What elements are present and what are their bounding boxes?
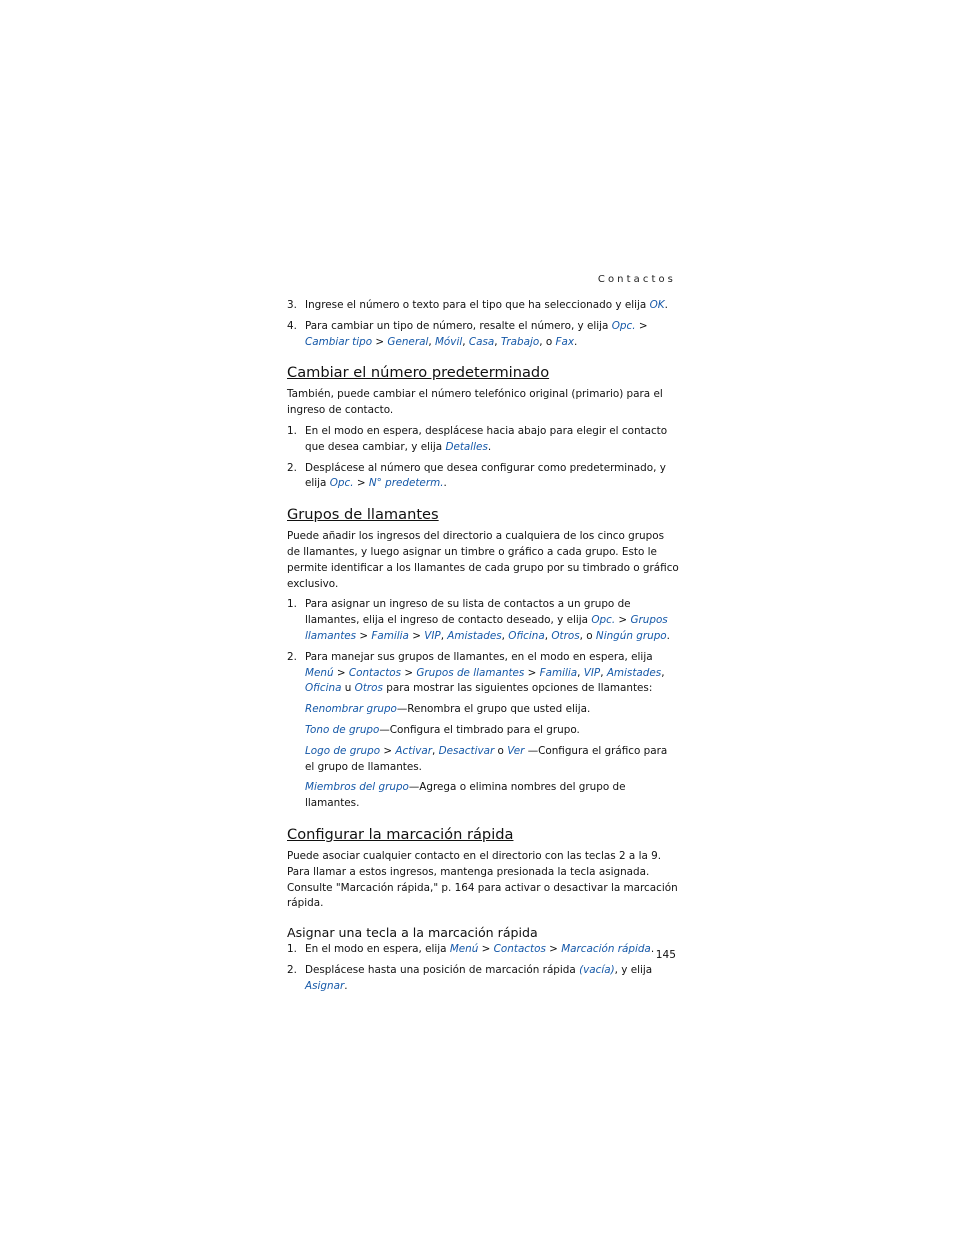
list-item: 1. En el modo en espera, elija Menú > Contactos > Marcación rápida. [287,943,655,956]
menu-term: Tono de grupo [305,723,380,736]
menu-term: VIP [424,629,441,642]
menu-term: OK [649,299,665,311]
menu-term: Oficina [305,682,342,695]
menu-term: N° predeterm. [368,477,444,490]
option-description: Logo de grupo > Activar, Desactivar o Ver —Configura el gráfico para el grupo de llamantes. [305,744,668,773]
option-description: Tono de grupo—Configura el timbrado para el grupo. [305,723,580,736]
menu-term: Desactivar [438,744,495,757]
menu-term: Asignar [305,979,345,992]
menu-term: (vacía) [579,963,615,976]
menu-term: Casa [468,335,495,348]
menu-term: Otros [354,682,383,695]
list-item: 2. Desplácese al número que desea configurar como predeterminado, y elija Opc. > N° predeterm.. [287,461,666,490]
menu-term: Grupos llamantes [305,614,668,642]
section-intro: También, puede cambiar el número telefónico original (primario) para el ingreso de contacto. [287,388,663,417]
section-heading-speed-dial: Configurar la marcación rápida [287,825,514,843]
menu-term: Familia [539,666,578,679]
option-description: Miembros del grupo—Agrega o elimina nombres del grupo de llamantes. [305,781,626,810]
section-heading-caller-groups: Grupos de llamantes [287,506,439,524]
menu-term: Opc. [611,319,636,332]
list-item: 3. Ingrese el número o texto para el tipo que ha seleccionado y elija OK. [287,299,668,311]
list-item: 1. Para asignar un ingreso de su lista de contactos a un grupo de llamantes, elija el ingreso de contacto deseado, y elija Opc. > Grupos llamantes > Familia > VIP, Amistades, Oficina, Otros, o Ningún grupo. [287,598,670,642]
menu-term: Familia [371,629,409,642]
menu-term: Cambiar tipo [305,335,373,348]
page-content [287,298,679,1000]
menu-term: Contactos [493,943,546,956]
menu-term: Fax [555,335,575,348]
menu-term: Grupos de llamantes [416,666,525,679]
section-intro: Puede asociar cualquier contacto en el directorio con las teclas 2 a la 9. Para llamar a estos ingresos, mantenga presionada la tecla asignada. Consulte "Marcación rápida," p. 164 para activar o desactivar la marcación rápida. [287,849,678,910]
menu-term: Renombrar grupo [305,703,397,716]
menu-term: Móvil [434,335,463,348]
section-intro: Puede añadir los ingresos del directorio a cualquiera de los cinco grupos de llamantes, y luego asignar un timbre o gráfico a cada grupo. Esto le permite identificar a los llamantes de cada grupo por su timbrado o gráfico exclusivo. [287,530,679,590]
list-item: 1. En el modo en espera, desplácese hacia abajo para elegir el contacto que desea cambiar, y elija Detalles. [287,424,668,453]
menu-term: Marcación rápida [561,943,651,956]
menu-term: General [387,335,429,348]
menu-term: Trabajo [500,335,540,348]
list-item: 4. Para cambiar un tipo de número, resalte el número, y elija Opc. > Cambiar tipo > General, Móvil, Casa, Trabajo, o Fax. [287,319,648,348]
menu-term: Activar [395,744,432,757]
subsection-heading-assign-key: Asignar una tecla a la marcación rápida [287,925,538,941]
running-header: Contactos [597,274,676,285]
menu-term: Oficina [508,629,545,642]
menu-term: Contactos [348,666,402,679]
menu-term: Miembros del grupo [305,781,409,794]
menu-term: VIP [583,666,601,679]
menu-term: Ningún grupo [595,629,667,642]
menu-term: Menú [305,666,334,679]
list-item: 2. Desplácese hasta una posición de marcación rápida (vacía), y elija Asignar. [287,963,653,992]
menu-term: Menú [449,943,479,956]
list-item: 2. Para manejar sus grupos de llamantes, en el modo en espera, elija Menú > Contactos > Grupos de llamantes > Familia, VIP, Amistades, Oficina u Otros para mostrar las siguientes opciones de llamantes: [287,650,665,695]
page-number: 145 [655,949,676,961]
menu-term: Logo de grupo [305,744,381,757]
menu-term: Amistades [447,629,502,642]
menu-term: Detalles [445,440,488,453]
option-description: Renombrar grupo—Renombra el grupo que usted elija. [305,703,591,716]
menu-term: Opc. [329,477,354,490]
section-heading-default-number: Cambiar el número predeterminado [287,364,550,382]
menu-term: Otros [551,629,580,642]
menu-term: Amistades [606,666,662,679]
menu-term: Opc. [591,614,616,627]
menu-term: Ver [507,744,525,757]
